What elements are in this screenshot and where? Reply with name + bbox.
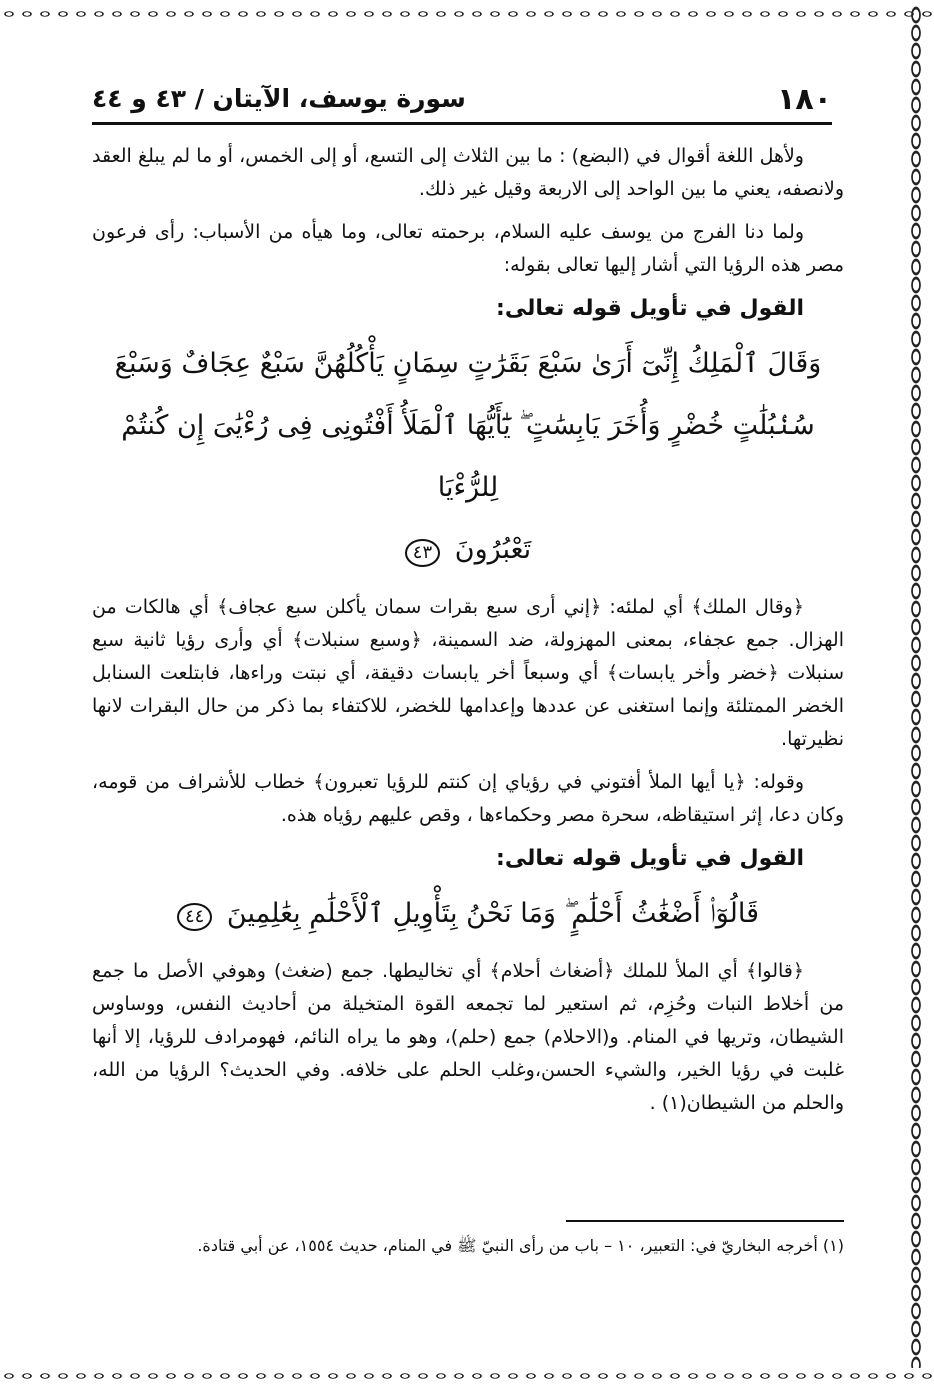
footnote: (١) أخرجه البخاريّ في: التعبير، ١٠ – باب من رأى النبيّ ﷺ في المنام، حديث ١٥٥٤، عن أبي قتادة. <box>197 1236 844 1255</box>
verse-43-line-2: سُنۢبُلَٰتٍ خُضْرٍ وَأُخَرَ يَابِسَٰتٍ ۖ يَٰٓأَيُّهَا ٱلْمَلَأُ أَفْتُونِى فِى رُءْيَٰىَ إِن كُنتُمْ لِلرُّءْيَا <box>121 410 815 503</box>
footnote-divider <box>566 1220 844 1222</box>
quran-verse-44 <box>92 883 844 945</box>
verse-43-line-3-text: تَعْبُرُونَ <box>454 534 532 565</box>
section-heading-43: القول في تأويل قوله تعالى: <box>496 296 804 321</box>
page-header <box>92 82 832 125</box>
paragraph-bid: ولأهل اللغة أقوال في (البضع) : ما بين الثلاث إلى التسع، أو إلى الخمس، أو ما لم يبلغ العقد ولانصفه، يعني ما بين الواحد إلى الاربعة وقيل غير ذلك. <box>92 145 844 200</box>
verse-43-line-3 <box>92 519 844 581</box>
verse-number-43: ٤٣ <box>405 539 440 567</box>
decorative-border-bottom <box>0 1368 934 1384</box>
page-body <box>92 140 844 1130</box>
commentary-43-a: ﴿وقال الملك﴾ أي لملئه: ﴿إني أرى سبع بقرات سمان يأكلن سبع عجاف﴾ أي هالكات من الهزال. جمع عجفاء، بمعنى المهزولة، ضد السمينة، ﴿وسبع سنبلات﴾ أي وأرى رؤيا ثانية سبع سنبلات ﴿خضر وأخر يابسات﴾ أي وسبعاً أخر يابسات دقيقة، أي نبتت وراءها، فابتلعت السنابل الخضر الممتلئة وإنما استغنى عن عددها وإعدامها للخضر، للاكتفاء بما ذكر من حال البقرات لانها نظيرتها. <box>92 596 844 750</box>
page-number: ١٨٠ <box>777 82 832 117</box>
paragraph-intro: ولما دنا الفرج من يوسف عليه السلام، برحمته تعالى، وما هيأه من الأسباب: رأى فرعون مصر هذه الرؤيا التي أشار إليها تعالى بقوله: <box>92 221 844 276</box>
commentary-44: ﴿قالوا﴾ أي الملأ للملك ﴿أضغاث أحلام﴾ أي تخاليطها. جمع (ضغث) وهوفي الأصل ما جمع من أخلاط النبات وحُزِم، ثم استعير لما تجمعه القوة المتخيلة من أحاديث النفس، ووساوس الشيطان، وتريها في المنام. و(الاحلام) جمع (حلم)، وهو ما يراه النائم، فهومرادف للرؤيا، إلا أنها غلبت في رؤيا الخير، والشيء الحسن،وغلب الحلم على خلافه. وفي الحديث؟ الرؤيا من الله، والحلم من الشيطان(١) . <box>92 960 844 1114</box>
decorative-border-top <box>0 6 934 22</box>
decorative-border-right <box>908 6 924 1384</box>
commentary-43-b: وقوله: ﴿يا أيها الملأ أفتوني في رؤياي إن كنتم للرؤيا تعبرون﴾ خطاب للأشراف من قومه، وكان دعا، إثر استيقاظه، سحرة مصر وحكماءها ، وقص عليهم رؤياه هذه. <box>92 771 844 826</box>
verse-number-44: ٤٤ <box>177 903 212 931</box>
verse-43-line-1: وَقَالَ ٱلْمَلِكُ إِنِّىٓ أَرَىٰ سَبْعَ بَقَرَٰتٍ سِمَانٍ يَأْكُلُهُنَّ سَبْعٌ عِجَافٌ وَسَبْعَ <box>114 348 822 379</box>
section-heading-44: القول في تأويل قوله تعالى: <box>496 846 804 871</box>
running-title: سورة يوسف، الآيتان / ٤٣ و ٤٤ <box>92 84 466 113</box>
verse-44-line-1: قَالُوٓا۟ أَضْغَٰثُ أَحْلَٰمٍ ۖ وَمَا نَحْنُ بِتَأْوِيلِ ٱلْأَحْلَٰمِ بِعَٰلِمِينَ <box>226 898 760 929</box>
quran-verse-43 <box>92 333 844 581</box>
